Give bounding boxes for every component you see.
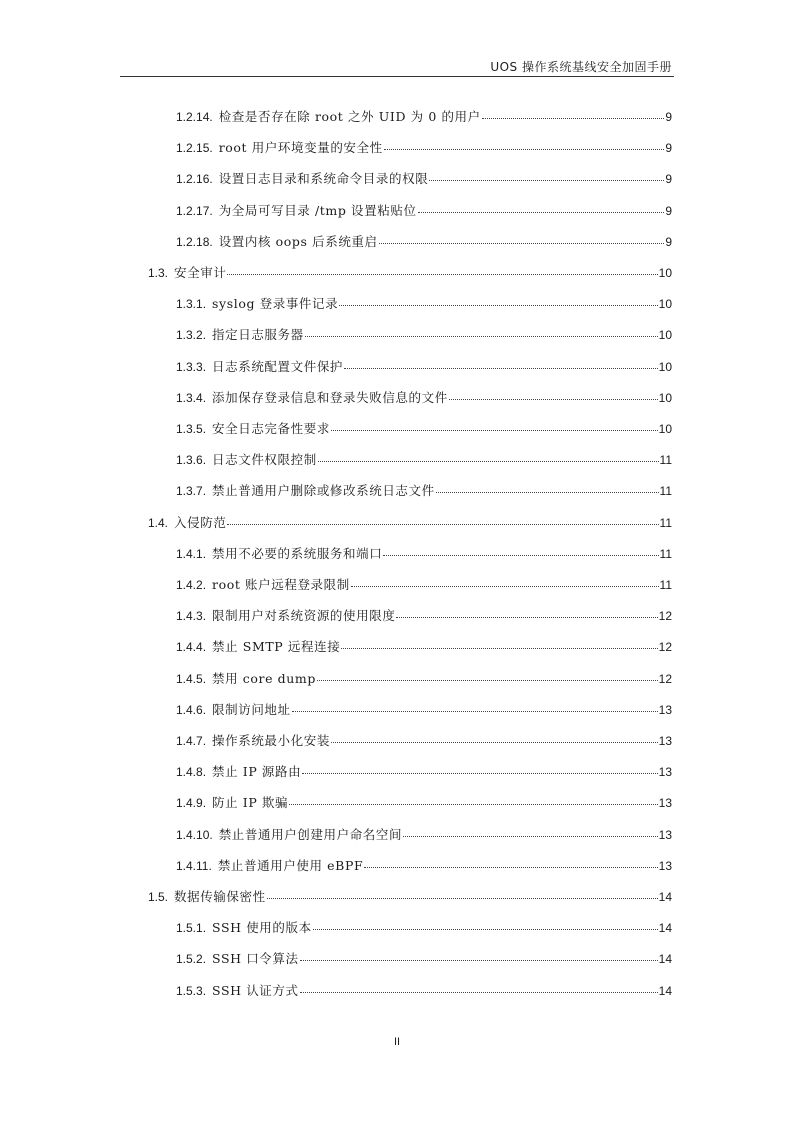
toc-leader-dots bbox=[289, 794, 658, 805]
toc-entry-title: 操作系统最小化安装 bbox=[212, 733, 330, 748]
toc-entry-number: 1.2.14. bbox=[176, 110, 213, 124]
toc-leader-dots bbox=[383, 545, 658, 556]
toc-entry[interactable] bbox=[176, 138, 672, 158]
toc-entry-page: 10 bbox=[658, 328, 672, 343]
toc-entry-number: 1.3.6. bbox=[176, 453, 207, 468]
toc-entry-title: 禁止普通用户使用 eBPF bbox=[217, 857, 364, 873]
toc-entry-page: 9 bbox=[665, 172, 672, 187]
toc-entry-page: 11 bbox=[659, 546, 672, 561]
toc-entry-page: 11 bbox=[659, 578, 672, 592]
toc-entry-page: 11 bbox=[659, 515, 672, 530]
toc-entry-title: 禁用不必要的系统服务和端口 bbox=[212, 545, 383, 561]
toc-entry-title: 日志文件权限控制 bbox=[212, 452, 317, 468]
toc-entry-number: 1.5.1. bbox=[176, 921, 207, 936]
toc-entry-page: 10 bbox=[658, 422, 672, 436]
toc-entry-title: 入侵防范 bbox=[174, 514, 227, 530]
toc-entry-number: 1.4.7. bbox=[176, 734, 207, 748]
toc-leader-dots bbox=[418, 202, 665, 213]
toc-entry[interactable] bbox=[176, 825, 672, 845]
toc-entry-number: 1.4. bbox=[148, 515, 169, 530]
toc-entry-page: 9 bbox=[665, 234, 672, 249]
toc-entry-number: 1.4.6. bbox=[176, 702, 207, 717]
toc-leader-dots bbox=[396, 607, 657, 618]
toc-entry-number: 1.2.15. bbox=[176, 141, 213, 156]
toc-leader-dots bbox=[403, 826, 658, 837]
toc-entry-number: 1.3.1. bbox=[176, 297, 207, 312]
toc-leader-dots bbox=[227, 264, 657, 275]
toc-entry-page: 13 bbox=[658, 858, 672, 873]
toc-entry-page: 12 bbox=[658, 609, 672, 624]
toc-entry[interactable] bbox=[176, 544, 672, 564]
toc-entry-number: 1.3.5. bbox=[176, 422, 207, 436]
toc-entry-number: 1.4.3. bbox=[176, 609, 207, 624]
toc-entry-title: 禁止 IP 源路由 bbox=[212, 764, 302, 780]
toc-entry[interactable] bbox=[176, 388, 672, 408]
toc-entry-title: 限制访问地址 bbox=[212, 701, 291, 717]
toc-entry-title: 添加保存登录信息和登录失败信息的文件 bbox=[212, 389, 448, 405]
toc-entry-page: 12 bbox=[658, 640, 672, 655]
toc-entry[interactable] bbox=[176, 357, 672, 377]
toc-entry-number: 1.3.3. bbox=[176, 359, 207, 374]
toc-entry-title: 为全局可写目录 /tmp 设置粘贴位 bbox=[218, 202, 417, 218]
toc-entry-title: 防止 IP 欺骗 bbox=[212, 795, 289, 811]
toc-entry-page: 9 bbox=[665, 203, 672, 218]
toc-entry-number: 1.5.3. bbox=[176, 983, 207, 998]
toc-entry[interactable] bbox=[176, 575, 672, 595]
toc-leader-dots bbox=[267, 888, 658, 899]
toc-entry-page: 11 bbox=[659, 484, 672, 499]
toc-entry-page: 13 bbox=[658, 765, 672, 780]
toc-entry[interactable] bbox=[176, 669, 672, 689]
toc-entry[interactable] bbox=[176, 762, 672, 782]
toc-entry[interactable] bbox=[176, 481, 672, 501]
toc-entry-number: 1.3.4. bbox=[176, 390, 207, 405]
toc-leader-dots bbox=[318, 451, 659, 462]
toc-leader-dots bbox=[364, 857, 657, 868]
toc-entry-number: 1.4.2. bbox=[176, 578, 207, 592]
toc-entry[interactable] bbox=[176, 700, 672, 720]
toc-entry[interactable] bbox=[176, 294, 672, 314]
toc-entry[interactable] bbox=[176, 793, 672, 813]
toc-leader-dots bbox=[341, 638, 657, 649]
toc-entry-page: 13 bbox=[658, 827, 672, 842]
toc-entry-title: root 账户远程登录限制 bbox=[212, 577, 350, 592]
toc-entry[interactable] bbox=[176, 232, 672, 252]
toc-entry[interactable] bbox=[148, 887, 672, 907]
toc-entry-page: 13 bbox=[658, 796, 672, 811]
toc-entry-number: 1.4.4. bbox=[176, 640, 207, 655]
toc-entry-page: 13 bbox=[658, 702, 672, 717]
toc-entry[interactable] bbox=[176, 107, 672, 127]
toc-entry[interactable] bbox=[176, 856, 672, 876]
toc-leader-dots bbox=[384, 139, 665, 150]
toc-entry[interactable] bbox=[176, 918, 672, 938]
toc-entry-page: 14 bbox=[658, 983, 672, 998]
toc-entry-title: 指定日志服务器 bbox=[212, 327, 304, 343]
toc-leader-dots bbox=[300, 950, 658, 961]
toc-entry-title: 禁用 core dump bbox=[212, 670, 316, 686]
toc-leader-dots bbox=[344, 358, 658, 369]
toc-entry-page: 13 bbox=[658, 734, 672, 748]
toc-leader-dots bbox=[436, 482, 659, 493]
toc-entry-page: 11 bbox=[659, 453, 672, 468]
toc-entry-number: 1.4.11. bbox=[176, 858, 212, 873]
page-number: II bbox=[393, 1036, 401, 1048]
toc-entry[interactable] bbox=[176, 201, 672, 221]
toc-entry[interactable] bbox=[148, 263, 672, 283]
toc-entry-title: 安全日志完备性要求 bbox=[212, 421, 330, 436]
toc-entry-title: SSH 使用的版本 bbox=[212, 920, 312, 936]
toc-entry-number: 1.4.5. bbox=[176, 671, 207, 686]
toc-leader-dots bbox=[313, 919, 658, 930]
toc-entry-number: 1.5.2. bbox=[176, 952, 207, 967]
toc-entry-number: 1.5. bbox=[148, 890, 169, 904]
toc-entry-title: root 用户环境变量的安全性 bbox=[218, 140, 383, 156]
toc-entry-number: 1.4.8. bbox=[176, 765, 207, 780]
toc-leader-dots bbox=[482, 108, 665, 119]
toc-entry-page: 10 bbox=[658, 266, 672, 280]
toc-entry[interactable] bbox=[176, 731, 672, 751]
toc-entry-page: 10 bbox=[658, 359, 672, 374]
toc-entry[interactable] bbox=[176, 981, 672, 1001]
toc-entry-number: 1.4.10. bbox=[176, 827, 213, 842]
toc-entry[interactable] bbox=[148, 513, 672, 533]
toc-entry-page: 14 bbox=[658, 921, 672, 936]
toc-entry-title: SSH 口令算法 bbox=[212, 951, 299, 967]
toc-leader-dots bbox=[317, 670, 658, 681]
toc-entry-title: 限制用户对系统资源的使用限度 bbox=[212, 608, 396, 624]
toc-entry-title: 检查是否存在除 root 之外 UID 为 0 的用户 bbox=[218, 109, 481, 124]
toc-entry-page: 10 bbox=[658, 390, 672, 405]
toc-leader-dots bbox=[302, 763, 657, 774]
toc-leader-dots bbox=[300, 982, 658, 993]
toc-entry-number: 1.2.16. bbox=[176, 172, 213, 187]
toc-entry[interactable] bbox=[176, 606, 672, 626]
toc-entry-number: 1.2.18. bbox=[176, 234, 213, 249]
toc-leader-dots bbox=[339, 295, 657, 306]
toc-entry-page: 14 bbox=[658, 952, 672, 967]
toc-entry-title: 禁止普通用户创建用户命名空间 bbox=[218, 826, 403, 842]
toc-leader-dots bbox=[379, 233, 665, 244]
toc-entry-page: 14 bbox=[658, 890, 672, 904]
toc-leader-dots bbox=[449, 389, 658, 400]
toc-entry-title: 禁止 SMTP 远程连接 bbox=[212, 639, 341, 655]
toc-entry[interactable] bbox=[176, 169, 672, 189]
toc-entry-page: 12 bbox=[658, 671, 672, 686]
toc-entry-number: 1.3. bbox=[148, 266, 169, 280]
toc-entry-title: 禁止普通用户删除或修改系统日志文件 bbox=[212, 483, 435, 499]
toc-entry-title: SSH 认证方式 bbox=[212, 982, 299, 998]
toc-entry-title: syslog 登录事件记录 bbox=[212, 296, 339, 312]
toc-leader-dots bbox=[227, 514, 658, 525]
toc-leader-dots bbox=[292, 701, 658, 712]
header-rule bbox=[120, 76, 674, 77]
toc-leader-dots bbox=[305, 326, 658, 337]
toc-entry[interactable] bbox=[176, 949, 672, 969]
toc-entry-number: 1.4.1. bbox=[176, 546, 207, 561]
toc-leader-dots bbox=[331, 732, 658, 743]
toc-leader-dots bbox=[351, 576, 659, 587]
toc-entry[interactable] bbox=[176, 637, 672, 657]
toc-leader-dots bbox=[429, 170, 664, 181]
toc-entry-title: 安全审计 bbox=[174, 265, 227, 280]
toc-entry-number: 1.3.2. bbox=[176, 328, 207, 343]
toc-entry-number: 1.4.9. bbox=[176, 796, 207, 811]
toc-entry-title: 日志系统配置文件保护 bbox=[212, 358, 344, 374]
toc-entry-page: 10 bbox=[658, 297, 672, 312]
toc-entry-title: 数据传输保密性 bbox=[174, 889, 266, 904]
toc-leader-dots bbox=[331, 420, 658, 431]
toc-entry-title: 设置日志目录和系统命令目录的权限 bbox=[218, 171, 429, 187]
toc-entry[interactable] bbox=[176, 419, 672, 439]
toc-entry-page: 9 bbox=[665, 110, 672, 124]
toc-entry-number: 1.2.17. bbox=[176, 203, 213, 218]
header-title: UOS 操作系统基线安全加固手册 bbox=[490, 60, 672, 74]
toc-entry[interactable] bbox=[176, 325, 672, 345]
toc-entry-number: 1.3.7. bbox=[176, 484, 207, 499]
toc-entry[interactable] bbox=[176, 450, 672, 470]
toc-entry-page: 9 bbox=[665, 141, 672, 156]
toc-entry-title: 设置内核 oops 后系统重启 bbox=[218, 233, 378, 249]
